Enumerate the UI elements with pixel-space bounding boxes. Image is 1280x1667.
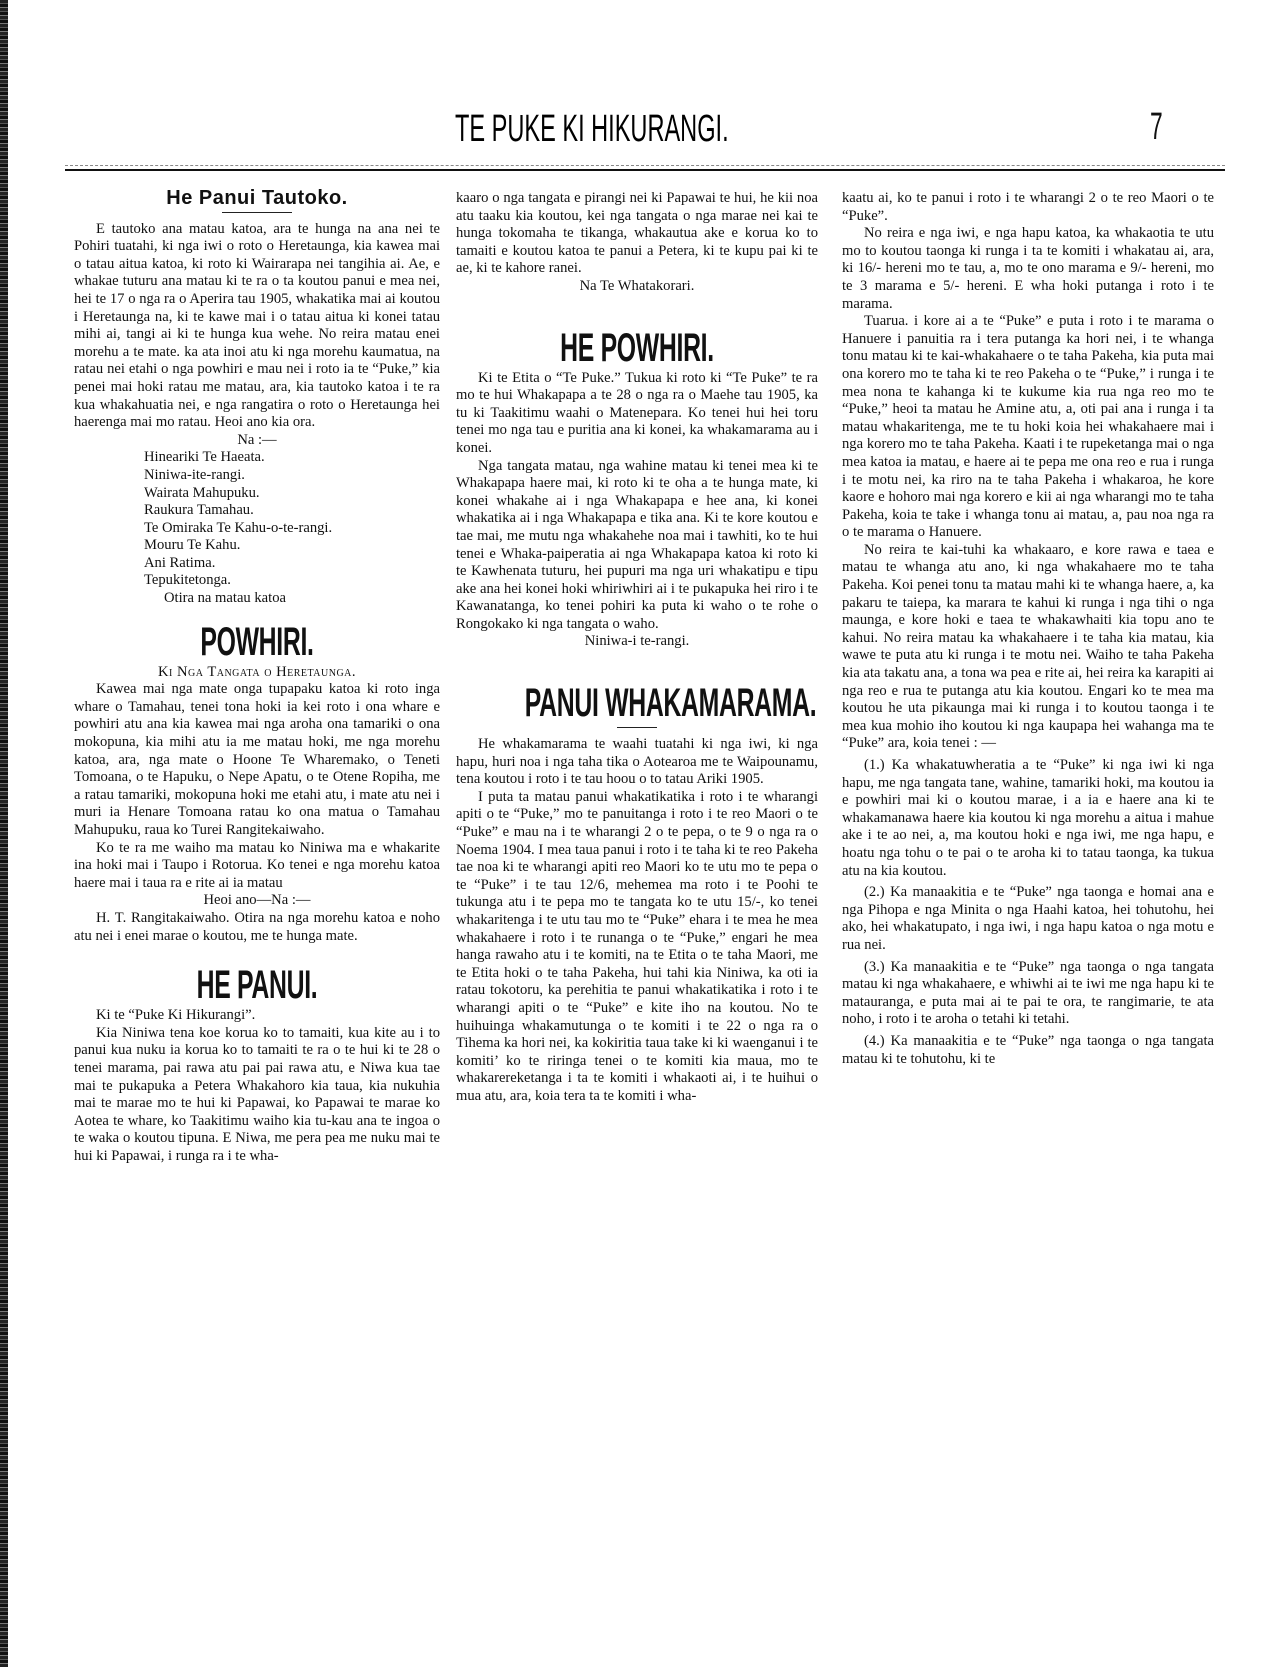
spacer: [456, 296, 818, 314]
heading-rule: [222, 212, 292, 213]
article-paragraph: I puta ta matau panui whakatikatika i roto i te wharangi apiti o te “Puke,” mo te panuitanga i roto i te reo Maori o te “Puke” e mau na i te wharangi 2 o te pepa, o te 9 o nga ra o Noema 1904. I mea taua panui i roto i te taha ki te reo Pakeha tae noa ki te wharangi apiti reo Maori ko te utu mo te pepa o te “Puke” i te tau 12/6, mehemea ma roto i te Poohi te tukunga atu i te pepa mo te tangata ko te utu 15/-, ko tenei whakaritenga i te utu tau mo te “Puke” ehara i te mea he mea whakahaere i roto i te runanga o te “Puke,” engari he mea hanga rawaho atu i te komiti, na te Etita o te taha Maori, me te Etita hoki o te taha Pakeha, hui tahi kia Niniwa, ka oti ia ratau tokotoru, ka perehitia te panui whakatikatika i roto i te wharangi apiti o te “Puke” e kite iho na koutou. No te huihuinga whakamutunga o te komiti i te 22 o nga ra o Tihema ka hori nei, ka kokiritia taua take ki ki waenganui i te komiti’ ko te riringa tenei o te komiti kia maua, mo te whakarereketanga i ta te komiti i whakaoti ai, i te huihui o mua atu, ara, koia tera ta te komiti i wha-: [456, 788, 818, 1104]
article-paragraph: Ko te ra me waiho ma matau ko Niniwa ma e whakarite ina hoki mai i Taupo i Rotorua. Ko tenei e nga morehu katoa haere mai i taua ra e rite ai ia matau: [74, 839, 440, 891]
article-paragraph: H. T. Rangitakaiwaho. Otira na nga morehu katoa e noho atu nei i enei marae o koutou, me te hunga mate.: [74, 909, 440, 944]
article-heading: HE PANUI.: [196, 963, 318, 1008]
header-rule-dashed: [65, 165, 1225, 166]
signature-label: Na :—: [237, 431, 277, 448]
signatory: Niniwa-ite-rangi.: [144, 466, 245, 483]
article-heading: He Panui Tautoko.: [166, 187, 348, 209]
numbered-item: (3.) Ka manaakitia e te “Puke” nga taonga o nga tangata matau ki nga whakahaere, e whiwhi ai te iwi me nga hapu ki te matauranga, e puta mai ai te pai te ora, te rangimarie, te ata noho, i roto i te aroha o tetahi ki tetahi.: [842, 958, 1214, 1028]
masthead: [0, 100, 1280, 150]
signature: Na Te Whatakorari.: [579, 277, 695, 294]
article-heading: PANUI WHAKAMARAMA.: [524, 681, 817, 726]
article-subheading: Ki Nga Tangata o Heretaunga.: [157, 663, 357, 680]
signatory: Te Omiraka Te Kahu-o-te-rangi.: [144, 519, 333, 536]
article-he-powhiri: [456, 326, 818, 652]
signatory: Tepukitetonga.: [144, 572, 231, 589]
signature: Niniwa-i te-rangi.: [584, 633, 690, 650]
column-2: [456, 190, 818, 1106]
article-heading: HE POWHIRI.: [560, 325, 714, 370]
article-body: E tautoko ana matau katoa, ara te hunga na ana nei te Pohiri tuatahi, ki nga iwi o roto o Heretaunga, kia kawea mai o tatau aitua katoa, ki roto ki Wairarapa nei tangihia ai. Ae, e whakae tuturu ana matau ki te ra o ta koutou panui e mea nei, hei te 17 o nga ra o Aperira tau 1905, whakatika mai ai koutou i Heretaunga na, ki te kawe mai i o tatau aitua ki konei tatau mihi ai, tangi ai ki te hunga kua wehe. No reira matau enei morehu a te mate. ka ata inoi atu ki nga morehu kaumatua, na ratau nei etahi o nga powhiri e mau nei i roto ia te “Puke,” kia penei mai hoki ratau me matau, ara, kia tautoko katoa i te ra kua whakahuatia nei, e nga rangatira o roto o Heretaunga hei haerenga mai mo ratau. Heoi ano kia ora.: [74, 220, 440, 431]
signatory: Mouru Te Kahu.: [144, 537, 241, 554]
signatory-list: [74, 449, 440, 607]
column-3: [842, 190, 1214, 1068]
article-paragraph: Kawea mai nga mate onga tupapaku katoa ki roto inga whare o Tamahau, tenei tona hoki ia kei roto i ona whare e powhiri atu ana kia kawea mai nga aroha ona tamariki o ona mokopuna, kia mihi atu ia me matau hoki, me nga morehu katoa, ara, nga mate o Hoone Te Wharemako, o Teneti Tomoana, o te Hapuku, o Nepe Apatu, o te Otene Ropiha, me a ratau tamariki, mokopuna hoki me etahi atu, i mate atu nei i muri ia Henare Tomoana ratau ko ona matua o Tamahau Mahupuku, raua ko Turei Rangitekaiwaho.: [74, 681, 440, 838]
article-paragraph: Nga tangata matau, nga wahine matau ki tenei mea ki te Whakapapa haere mai, ki roto ki te oha a te hunga mate, ki konei whakahe ai i nga Whakapapa e hee ana, ki konei whakatika ai i nga Whakapapa e tika ana. Ki te kore koutou e tae mai, me mutu nga whakahehe noa mai i tawhiti, ko te hui tenei e Whaka-paiperatia ai nga Whakapapa katoa ki roto ki te Kawhenata tuturu, hei pupuri ma nga uri whakatipu e tipu ake ana hei konei hoki whiriwhiri ai i te pukapuka hei riro i te Kawanatanga, ko tenei pohiri ka puta ki waho o te rohe o Rongokako ki nga tangata o waho.: [456, 457, 818, 632]
article-heading: POWHIRI.: [200, 619, 314, 664]
spacer: [74, 945, 440, 963]
article-salutation: Ki te “Puke Ki Hikurangi”.: [96, 1007, 256, 1024]
article-panui-whakamarama: [456, 681, 818, 1105]
spacer: [456, 651, 818, 669]
signatory: Raukura Tamahau.: [144, 502, 254, 519]
article-he-panui-tautoko: [74, 187, 440, 608]
article-he-panui: [74, 963, 440, 1165]
closing-line: Otira na matau katoa: [164, 590, 286, 607]
column-1: [74, 187, 440, 1166]
signatory: Wairata Mahupuku.: [144, 484, 260, 501]
heading-rule: [617, 727, 657, 728]
article-body: Kia Niniwa tena koe korua ko to tamaiti, kua kite au i to panui kua nuku ia korua ko to tamaiti te ra o te hui ki te 28 o tenei marama, pai rawa atu pai pai rawa atu, e Niwa kua tae mai te pukapuka a Petera Whakahoro kia taua, kia nukuhia mai te marae mo te hui ki Papawai, ko Papawai te marae ko Aotea te whare, ko Taakitimu waiho kia tu-kau ana te ingoa o te waka o koutou tipuna. E Niwa, me pera pea me nuku mai te hui ki Papawai, i runga ra i te wha-: [74, 1024, 440, 1164]
numbered-item: (2.) Ka manaakitia e te “Puke” nga taonga e homai ana e nga Pihopa e nga Minita o nga Haahi katoa, hei tohutohu, hei ako, hei whakatupato, i nga iwi, i nga hapu katoa o nga motu e rua nei.: [842, 884, 1214, 953]
scan-edge-strip: [0, 0, 8, 1667]
numbered-item: (1.) Ka whakatuwheratia a te “Puke” ki nga iwi ki nga hapu, me nga tangata tane, wahine, tamariki hoki, ma koutou ia e powhiri mai ki o koutou marae, i a ia e haere ana ki te whakamanawa haere kia koutou ki nga morehu a aitua i mahue ake i te ao nei, a, ma koutou hoki e nga iwi, me nga hapu, e hoatu nga tohu o te pai o te aroha ki to tatau taonga, ka tukua atu na kia koutou.: [842, 757, 1214, 879]
signatory: Ani Ratima.: [144, 554, 216, 571]
header-rule: [65, 169, 1225, 171]
article-paragraph: No reira te kai-tuhi ka whakaaro, e kore rawa e taea e matau te whanga atu ano, ki nga whakahaere mo te taha Pakeha. Koi penei tonu ta matau mahi ki te whanga haere, a, ka pakaru te taiepa, ka marara te kahui ki runga i nga tihi o nga maunga, e kore hoki e taea te whakawhaiti kia topu ano te kahui. No reira matau ka whakahaere i te taha kia matau, kia wawe te puta atu ki runga i te motu nei. Waiho te taha Pakeha kia ata takatu ana, a tona wa pea e rite ai, hei reira ka karapiti ai nga reo e rua te putanga atu kia koutou. Engari ko te mea ma koutou he uta pikaunga mai ki runga i to koutou taonga i te mea kua mohio iho koutou ki nga kaupapa hei wahanga ma te “Puke” ara, koia tenei : —: [842, 541, 1214, 752]
article-paragraph: Tuarua. i kore ai a te “Puke” e puta i roto i te marama o Hanuere i panuitia ra i tera putanga ka hori nei, i te whanga tonu matau ki te kai-whakahaere o te taha Pakeha, kia puta mai ona korero mo te taha ki te reo Pakeha o te “Puke,” i runga i te mea nona te kahanga ki te kukume kia rua nga reo mo te “Puke,” heoi ta matau he Amine atu, a, oti pai ana i runga i ta matau whakaritenga, me te tu hoki koia hei whakahaere mai i nga korero mo te taha Pakeha. Kaati i te rupeketanga mai o nga mea katoa ia matau, e haere ai te pepa me ona reo e rua i runga i te motu nei, ka riro na te taha Pakeha i whakaroa, he kore kaore e hohoro mai nga korero e kii ai nga wharangi mo te taha Pakeha, koia te take i whanga tonu ai matau, a, pau noa nga ra o te marama o Hanuere.: [842, 313, 1214, 541]
continued-text: kaaro o nga tangata e pirangi nei ki Papawai te hui, he kii noa atu taaku kia koutou, kei nga tangata o nga marae nei kai te hunga tokomaha te tikanga, whakautua ake e korua ko to tamaiti e koutou katoa te panui a Petera, ki te kupu pai ki te ae, ki te kahore ranei.: [456, 190, 818, 277]
signatory: Hineariki Te Haeata.: [144, 449, 265, 466]
article-paragraph: No reira e nga iwi, e nga hapu katoa, ka whakaotia te utu mo to koutou taonga ki runga i ta te komiti i whakatau ai, ara, ki 16/- hereni mo te tau, a, mo te ono marama e 9/- hereni, mo te 3 marama e 5/- hereni. E wha hoki putanga i roto i te marama.: [842, 225, 1214, 312]
article-paragraph: He whakamarama te waahi tuatahi ki nga iwi, ki nga hapu, huri noa i nga taha tika o Aotearoa me te Waipounamu, tena koutou i roto i te tau hoou o to tatau Ariki 1905.: [456, 736, 818, 788]
article-powhiri: [74, 620, 440, 946]
newspaper-title: TE PUKE KI HIKURANGI.: [455, 108, 729, 150]
continued-text: kaatu ai, ko te panui i roto i te wharangi 2 o te reo Maori o te “Puke”.: [842, 190, 1214, 224]
article-paragraph: Ki te Etita o “Te Puke.” Tukua ki roto ki “Te Puke” te ra mo te hui Whakapapa a te 28 o nga ra o Maehe tau 1905, ka tu ki Taakitimu waahi o Matenepara. Ko tenei hui hei toru tenei mo nga tau e puritia ana ki konei, ka whakamarama au i konei.: [456, 369, 818, 456]
page-number: 7: [1150, 106, 1163, 148]
signature-label: Heoi ano—Na :—: [203, 892, 311, 909]
numbered-item: (4.) Ka manaakitia e te “Puke” nga taonga o nga tangata matau ki te tohutohu, ki te: [842, 1032, 1214, 1067]
